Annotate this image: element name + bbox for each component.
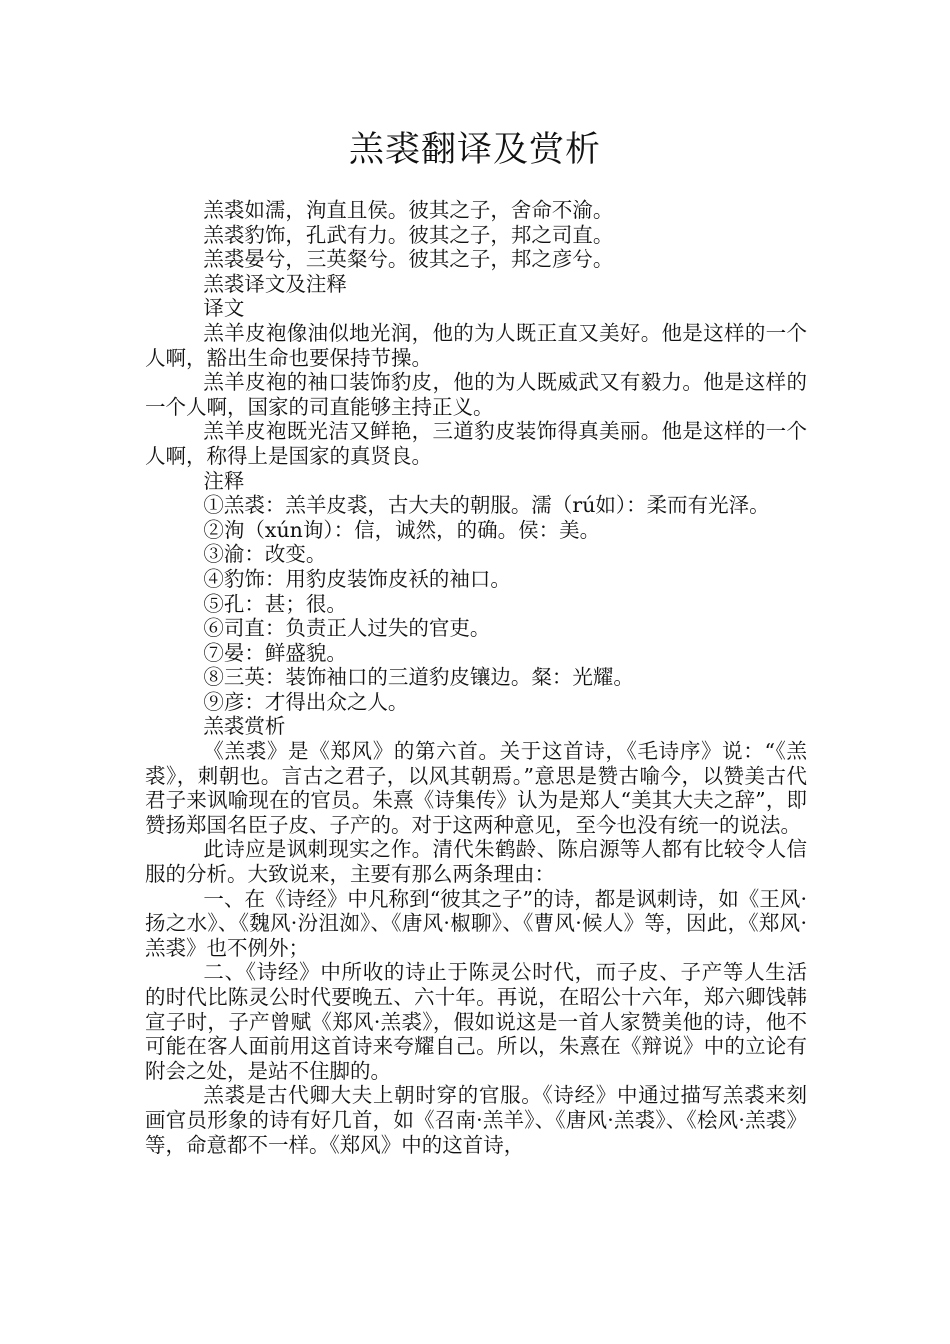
note-item-2: ②洵（xún询）：信，诚然，的确。侯：美。	[203, 517, 601, 542]
poem-line-2: 羔裘豹饰，孔武有力。彼其之子，邦之司直。	[203, 222, 614, 247]
note-item-5: ⑤孔：甚；很。	[203, 591, 347, 616]
note-item-8: ⑧三英：装饰袖口的三道豹皮镶边。粲：光耀。	[203, 665, 634, 690]
appreciation-paragraph-3: 一、在《诗经》中凡称到“彼其之子”的诗，都是讽刺诗，如《王风·扬之水》、《魏风·汾沮洳》、《唐风·椒聊》、《曹风·候人》等，因此，《郑风·羔裘》也不例外；	[145, 886, 807, 960]
translation-paragraph-1: 羔羊皮袍像油似地光润，他的为人既正直又美好。他是这样的一个人啊，豁出生命也要保持节操。	[145, 320, 807, 370]
note-item-7: ⑦晏：鲜盛貌。	[203, 640, 347, 665]
note-item-4: ④豹饰：用豹皮装饰皮袄的袖口。	[203, 566, 511, 591]
appreciation-paragraph-1: 《羔裘》是《郑风》的第六首。关于这首诗，《毛诗序》说：“《羔裘》，刺朝也。言古之君子，以风其朝焉。”意思是赞古喻今，以赞美古代君子来讽喻现在的官员。朱熹《诗集传》认为是郑人“美其大夫之辞”，即赞扬郑国名臣子皮、子产的。对于这两种意见，至今也没有统一的说法。	[145, 739, 807, 837]
poem-line-3: 羔裘晏兮，三英粲兮。彼其之子，邦之彦兮。	[203, 247, 614, 272]
subheading-notes: 注释	[203, 468, 245, 493]
note-item-3: ③渝：改变。	[203, 542, 327, 567]
note-item-6: ⑥司直：负责正人过失的官吏。	[203, 616, 491, 641]
poem-line-1: 羔裘如濡，洵直且侯。彼其之子，舍命不渝。	[203, 198, 614, 222]
note-item-1: ①羔裘：羔羊皮裘，古大夫的朝服。濡（rú如）：柔而有光泽。	[203, 493, 770, 518]
note-item-9: ⑨彦：才得出众之人。	[203, 689, 409, 714]
document-body	[145, 198, 807, 1157]
translation-paragraph-2: 羔羊皮袍的袖口装饰豹皮，他的为人既威武又有毅力。他是这样的一个人啊，国家的司直能够主持正义。	[145, 370, 807, 419]
appreciation-paragraph-2: 此诗应是讽刺现实之作。清代朱鹤龄、陈启源等人都有比较令人信服的分析。大致说来，主要有那么两条理由：	[145, 837, 807, 887]
translation-paragraph-3: 羔羊皮袍既光洁又鲜艳，三道豹皮装饰得真美丽。他是这样的一个人啊，称得上是国家的真贤良。	[145, 419, 807, 468]
appreciation-paragraph-5: 羔裘是古代卿大夫上朝时穿的官服。《诗经》中通过描写羔裘来刻画官员形象的诗有好几首，如《召南·羔羊》、《唐风·羔裘》、《桧风·羔裘》等，命意都不一样。《郑风》中的这首诗，	[145, 1083, 807, 1157]
section-heading-translation-notes: 羔裘译文及注释	[203, 271, 347, 296]
appreciation-paragraph-4: 二、《诗经》中所收的诗止于陈灵公时代，而子皮、子产等人生活的时代比陈灵公时代要晚五、六十年。再说，在昭公十六年，郑六卿饯韩宣子时，子产曾赋《郑风·羔裘》，假如说这是一首人家赞美他的诗，他不可能在客人面前用这首诗来夸耀自己。所以，朱熹在《辩说》中的立论有附会之处，是站不住脚的。	[145, 960, 807, 1083]
document-title: 羔裘翻译及赏析	[348, 130, 601, 170]
subheading-translation: 译文	[203, 296, 245, 321]
section-heading-appreciation: 羔裘赏析	[203, 714, 286, 739]
